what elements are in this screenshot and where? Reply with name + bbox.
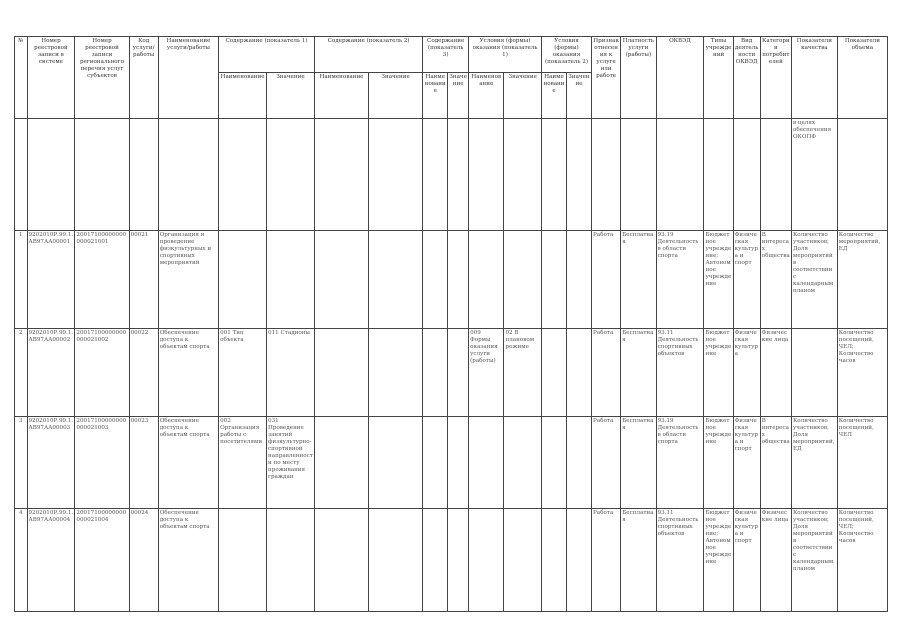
- service-type-cell: Работа: [592, 329, 621, 417]
- table-cell: [75, 119, 129, 231]
- content3-name-cell: [423, 417, 448, 509]
- activity-type-cell: Физическая культура и спорт: [733, 231, 760, 329]
- cond2-name-cell: [542, 329, 567, 417]
- cond2-value-subheader: Значение: [567, 73, 592, 119]
- content2-value-subheader: Значение: [369, 73, 423, 119]
- parent-registry-cell: 20017100000000000021001: [75, 231, 129, 329]
- table-cell: [592, 119, 621, 231]
- parent-registry-cell: 20017100000000000021004: [75, 509, 129, 612]
- table-cell: [837, 119, 887, 231]
- col-content3-header: Содержание (показатель 3): [423, 37, 469, 73]
- content3-value-cell: [448, 417, 469, 509]
- parent-registry-cell: 20017100000000000021003: [75, 417, 129, 509]
- payment-cell: Бесплатная: [621, 417, 656, 509]
- content3-value-cell: [448, 509, 469, 612]
- col-service-type-header: Признак отнесения к услуге или работе: [592, 37, 621, 119]
- activity-type-cell: Физическая культура и спорт: [733, 417, 760, 509]
- table-cell: [129, 119, 158, 231]
- table-cell: [219, 119, 267, 231]
- table-cell: [369, 119, 423, 231]
- quality-spillover-cell: в целях обеспечения ОКОПФ: [791, 119, 837, 231]
- col-content1-header: Содержание (показатель 1): [219, 37, 315, 73]
- content1-value-cell: [267, 509, 315, 612]
- volume-cell: Количество посещений, ЧЕЛ; Количество часов: [837, 329, 887, 417]
- col-volume-header: Показатели объема: [837, 37, 887, 119]
- volume-cell: Количество посещений, ЧЕЛ: [837, 417, 887, 509]
- cond1-name-cell: [469, 417, 504, 509]
- col-content2-header: Содержание (показатель 2): [314, 37, 422, 73]
- content1-value-cell: 031 Проведение занятий физкультурно-спортивной направленности по месту проживания граждан: [267, 417, 315, 509]
- cond2-value-cell: [567, 231, 592, 329]
- service-name-cell: Обеспечение доступа к объектам спорта: [158, 509, 218, 612]
- table-cell: [656, 119, 704, 231]
- service-type-cell: Работа: [592, 509, 621, 612]
- table-cell: [27, 119, 75, 231]
- service-code-cell: 00021: [129, 231, 158, 329]
- table-row: [15, 417, 888, 509]
- cond2-name-cell: [542, 509, 567, 612]
- col-okved-header: ОКВЭД: [656, 37, 704, 119]
- content1-value-subheader: Значение: [267, 73, 315, 119]
- institution-types-cell: Бюджетное учреждение; Автономное учреждение: [704, 509, 733, 612]
- table-cell: [158, 119, 218, 231]
- table-cell: [504, 119, 542, 231]
- content2-name-cell: [314, 231, 368, 329]
- content1-name-cell: 001 Тип объекта: [219, 329, 267, 417]
- col-activity-type-header: Вид деятельности ОКВЭД: [733, 37, 760, 119]
- table-row: [15, 231, 888, 329]
- payment-cell: Бесплатная: [621, 509, 656, 612]
- content1-name-cell: [219, 509, 267, 612]
- registry-number-cell: 9202010Р.99.1.АВ97АА00002: [27, 329, 75, 417]
- cond1-value-cell: [504, 509, 542, 612]
- cond2-name-subheader: Наименование: [542, 73, 567, 119]
- cond1-value-cell: [504, 231, 542, 329]
- institution-types-cell: Бюджетное учреждение: [704, 329, 733, 417]
- row-num: 2: [15, 329, 28, 417]
- okved-cell: 93.19 Деятельность в области спорта: [656, 231, 704, 329]
- table-cell: [314, 119, 368, 231]
- col-cond2-header: Условия (формы) оказания (показатель 2): [542, 37, 592, 73]
- table-cell: [704, 119, 733, 231]
- content3-value-subheader: Значение: [448, 73, 469, 119]
- registry-number-cell: 9202010Р.99.1.АВ97АА00004: [27, 509, 75, 612]
- content3-value-cell: [448, 231, 469, 329]
- content3-name-cell: [423, 329, 448, 417]
- col-quality-header: Показатели качества: [791, 37, 837, 119]
- quality-cell: Количество участников; Доля мероприятий, ЕД: [791, 417, 837, 509]
- col-service-name-header: Наименование услуги/работы: [158, 37, 218, 119]
- col-code-header: Код услуги/работы: [129, 37, 158, 119]
- service-code-cell: 00024: [129, 509, 158, 612]
- cond1-value-cell: 02 В плановом режиме: [504, 329, 542, 417]
- cond2-value-cell: [567, 509, 592, 612]
- content2-name-cell: [314, 417, 368, 509]
- service-name-cell: Обеспечение доступа к объектам спорта: [158, 329, 218, 417]
- content3-name-cell: [423, 231, 448, 329]
- row-num: 3: [15, 417, 28, 509]
- content3-value-cell: [448, 329, 469, 417]
- row-num: 4: [15, 509, 28, 612]
- quality-cell: Количество участников; Доля мероприятий в соответствии с календарным планом: [791, 231, 837, 329]
- col-num-header: №: [15, 37, 28, 119]
- content2-value-cell: [369, 329, 423, 417]
- table-cell: [469, 119, 504, 231]
- registry-number-cell: 9202010Р.99.1.АВ97АА00003: [27, 417, 75, 509]
- content2-value-cell: [369, 417, 423, 509]
- cond2-name-cell: [542, 417, 567, 509]
- col-parent-registry-header: Номер реестровой записи регионального перечня услуг субъектов: [75, 37, 129, 119]
- consumers-cell: В интересах общества: [760, 231, 791, 329]
- registry-table: [14, 36, 888, 612]
- table-cell: [15, 119, 28, 231]
- volume-cell: Количество посещений, ЧЕЛ; Количество часов: [837, 509, 887, 612]
- service-type-cell: Работа: [592, 231, 621, 329]
- quality-cell: [791, 329, 837, 417]
- parent-registry-cell: 20017100000000000021002: [75, 329, 129, 417]
- cond2-value-cell: [567, 329, 592, 417]
- content3-name-cell: [423, 509, 448, 612]
- table-cell: [621, 119, 656, 231]
- content2-name-subheader: Наименование: [314, 73, 368, 119]
- cond1-value-cell: [504, 417, 542, 509]
- cond1-name-cell: [469, 231, 504, 329]
- table-row: [15, 509, 888, 612]
- cond2-value-cell: [567, 417, 592, 509]
- service-name-cell: Обеспечение доступа к объектам спорта: [158, 417, 218, 509]
- volume-cell: Количество мероприятий, ЕД: [837, 231, 887, 329]
- row-num: 1: [15, 231, 28, 329]
- content2-value-cell: [369, 231, 423, 329]
- content1-name-cell: [219, 231, 267, 329]
- payment-cell: Бесплатная: [621, 231, 656, 329]
- table-cell: [760, 119, 791, 231]
- cond1-name-subheader: Наименование: [469, 73, 504, 119]
- col-registry-header: Номер реестровой записи в системе: [27, 37, 75, 119]
- content1-value-cell: 011 Стадионы: [267, 329, 315, 417]
- okved-cell: 93.19 Деятельность в области спорта: [656, 417, 704, 509]
- content3-name-subheader: Наименование: [423, 73, 448, 119]
- activity-type-cell: Физическая культура: [733, 329, 760, 417]
- service-code-cell: 00022: [129, 329, 158, 417]
- activity-type-cell: Физическая культура и спорт: [733, 509, 760, 612]
- content1-name-subheader: Наименование: [219, 73, 267, 119]
- content1-name-cell: 002 Организация работы с посетителями: [219, 417, 267, 509]
- service-name-cell: Организация и проведение физкультурных и спортивных мероприятий: [158, 231, 218, 329]
- okved-cell: 93.11 Деятельность спортивных объектов: [656, 329, 704, 417]
- table-cell: [733, 119, 760, 231]
- table-cell: [448, 119, 469, 231]
- table-cell: [567, 119, 592, 231]
- col-consumers-header: Категории потребителей: [760, 37, 791, 119]
- col-cond1-header: Условия (формы) оказания (показатель 1): [469, 37, 542, 73]
- content1-value-cell: [267, 231, 315, 329]
- table-cell: [542, 119, 567, 231]
- cond1-value-subheader: Значение: [504, 73, 542, 119]
- cond1-name-cell: 009 Формы оказания услуги (работы): [469, 329, 504, 417]
- table-row: [15, 329, 888, 417]
- table-cell: [267, 119, 315, 231]
- table-cell: [423, 119, 448, 231]
- registry-number-cell: 9202010Р.99.1.АВ97АА00001: [27, 231, 75, 329]
- institution-types-cell: Бюджетное учреждение; Автономное учреждение: [704, 231, 733, 329]
- service-code-cell: 00023: [129, 417, 158, 509]
- consumers-cell: Физические лица: [760, 509, 791, 612]
- institution-types-cell: Бюджетное учреждение: [704, 417, 733, 509]
- cond2-name-cell: [542, 231, 567, 329]
- payment-cell: Бесплатная: [621, 329, 656, 417]
- table-row-spillover: [15, 119, 888, 231]
- content2-value-cell: [369, 509, 423, 612]
- consumers-cell: В интересах общества: [760, 417, 791, 509]
- cond1-name-cell: [469, 509, 504, 612]
- col-institution-types-header: Типы учреждений: [704, 37, 733, 119]
- service-type-cell: Работа: [592, 417, 621, 509]
- content2-name-cell: [314, 329, 368, 417]
- okved-cell: 93.11 Деятельность спортивных объектов: [656, 509, 704, 612]
- quality-cell: Количество участников; Доля мероприятий в соответствии с календарным планом: [791, 509, 837, 612]
- content2-name-cell: [314, 509, 368, 612]
- consumers-cell: Физические лица: [760, 329, 791, 417]
- col-payment-header: Платность услуги (работы): [621, 37, 656, 119]
